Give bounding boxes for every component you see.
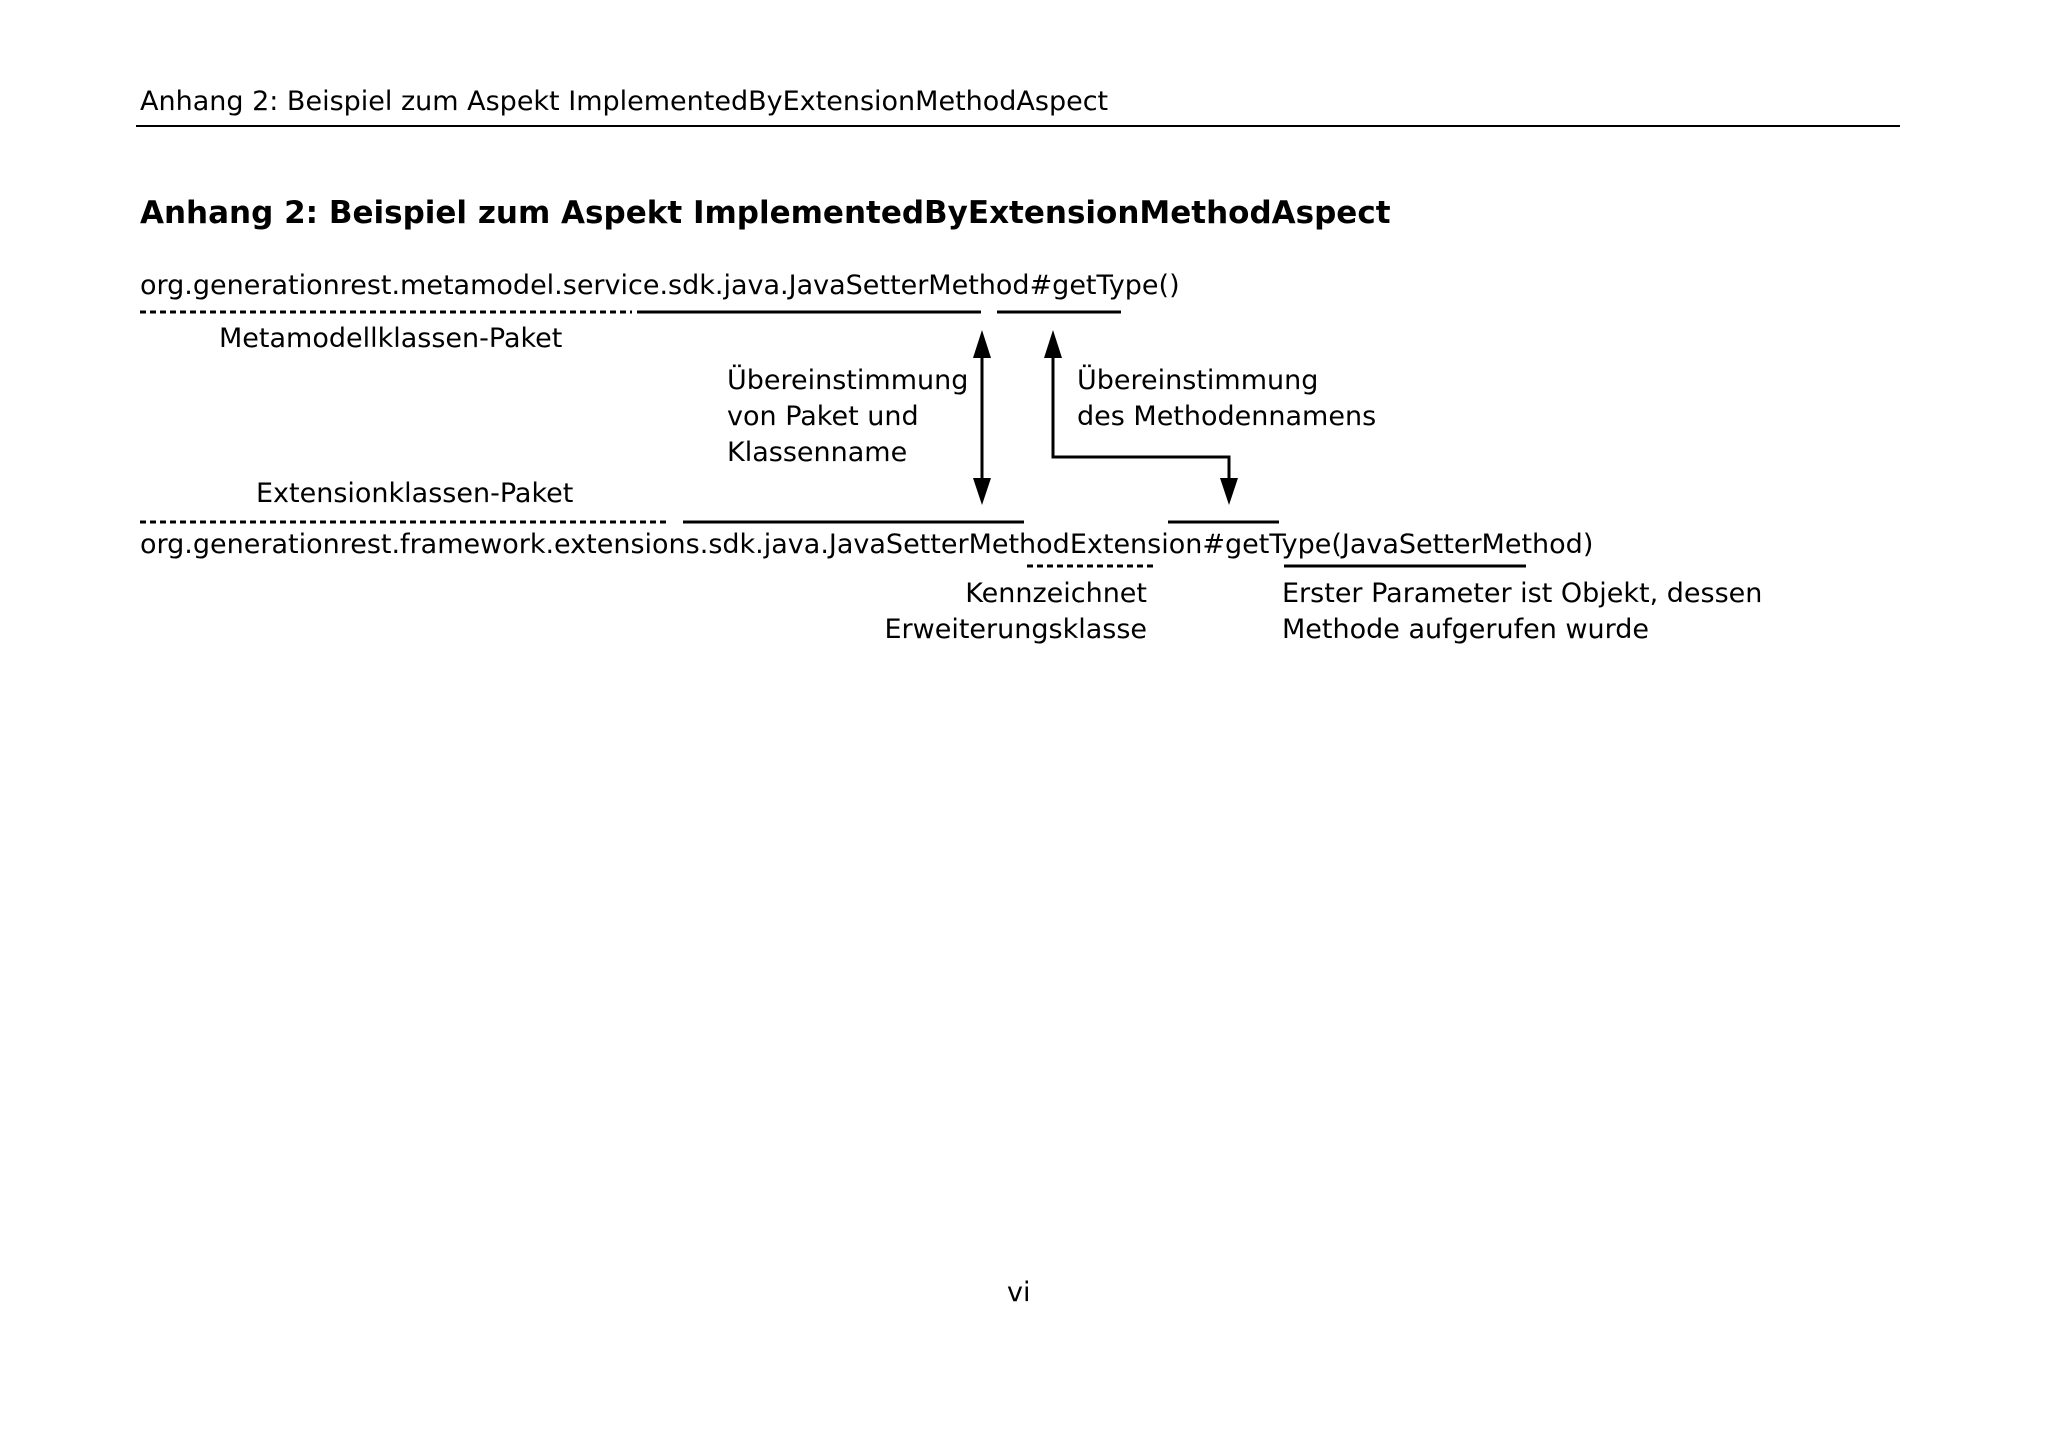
label-ext-package: Extensionklassen-Paket (256, 478, 574, 509)
extension-method-path: org.generationrest.framework.extensions.sdk.java.JavaSetterMethodExtension#getType(JavaSetterMethod) (140, 529, 1594, 560)
method-arrow-head-up (1044, 330, 1062, 358)
metamodel-method-path: org.generationrest.metamodel.service.sdk.java.JavaSetterMethod#getType() (140, 270, 1180, 301)
label-meta-package: Metamodellklassen-Paket (219, 323, 563, 354)
running-header: Anhang 2: Beispiel zum Aspekt ImplementedByExtensionMethodAspect (140, 86, 1109, 117)
method-arrow-head-down (1220, 478, 1238, 505)
label-marks-extension-class: Kennzeichnet Erweiterungsklasse (884, 578, 1147, 645)
page-number: vi (1007, 1277, 1031, 1308)
package-arrow-head-down (973, 478, 991, 505)
package-arrow-head-up (973, 330, 991, 358)
label-first-parameter: Erster Parameter ist Objekt, dessen Methode aufgerufen wurde (1282, 578, 1763, 645)
page-heading: Anhang 2: Beispiel zum Aspekt ImplementedByExtensionMethodAspect (140, 195, 1391, 231)
label-match-package: Übereinstimmung von Paket und Klassenname (727, 365, 969, 468)
label-match-method: Übereinstimmung des Methodennamens (1077, 365, 1377, 432)
